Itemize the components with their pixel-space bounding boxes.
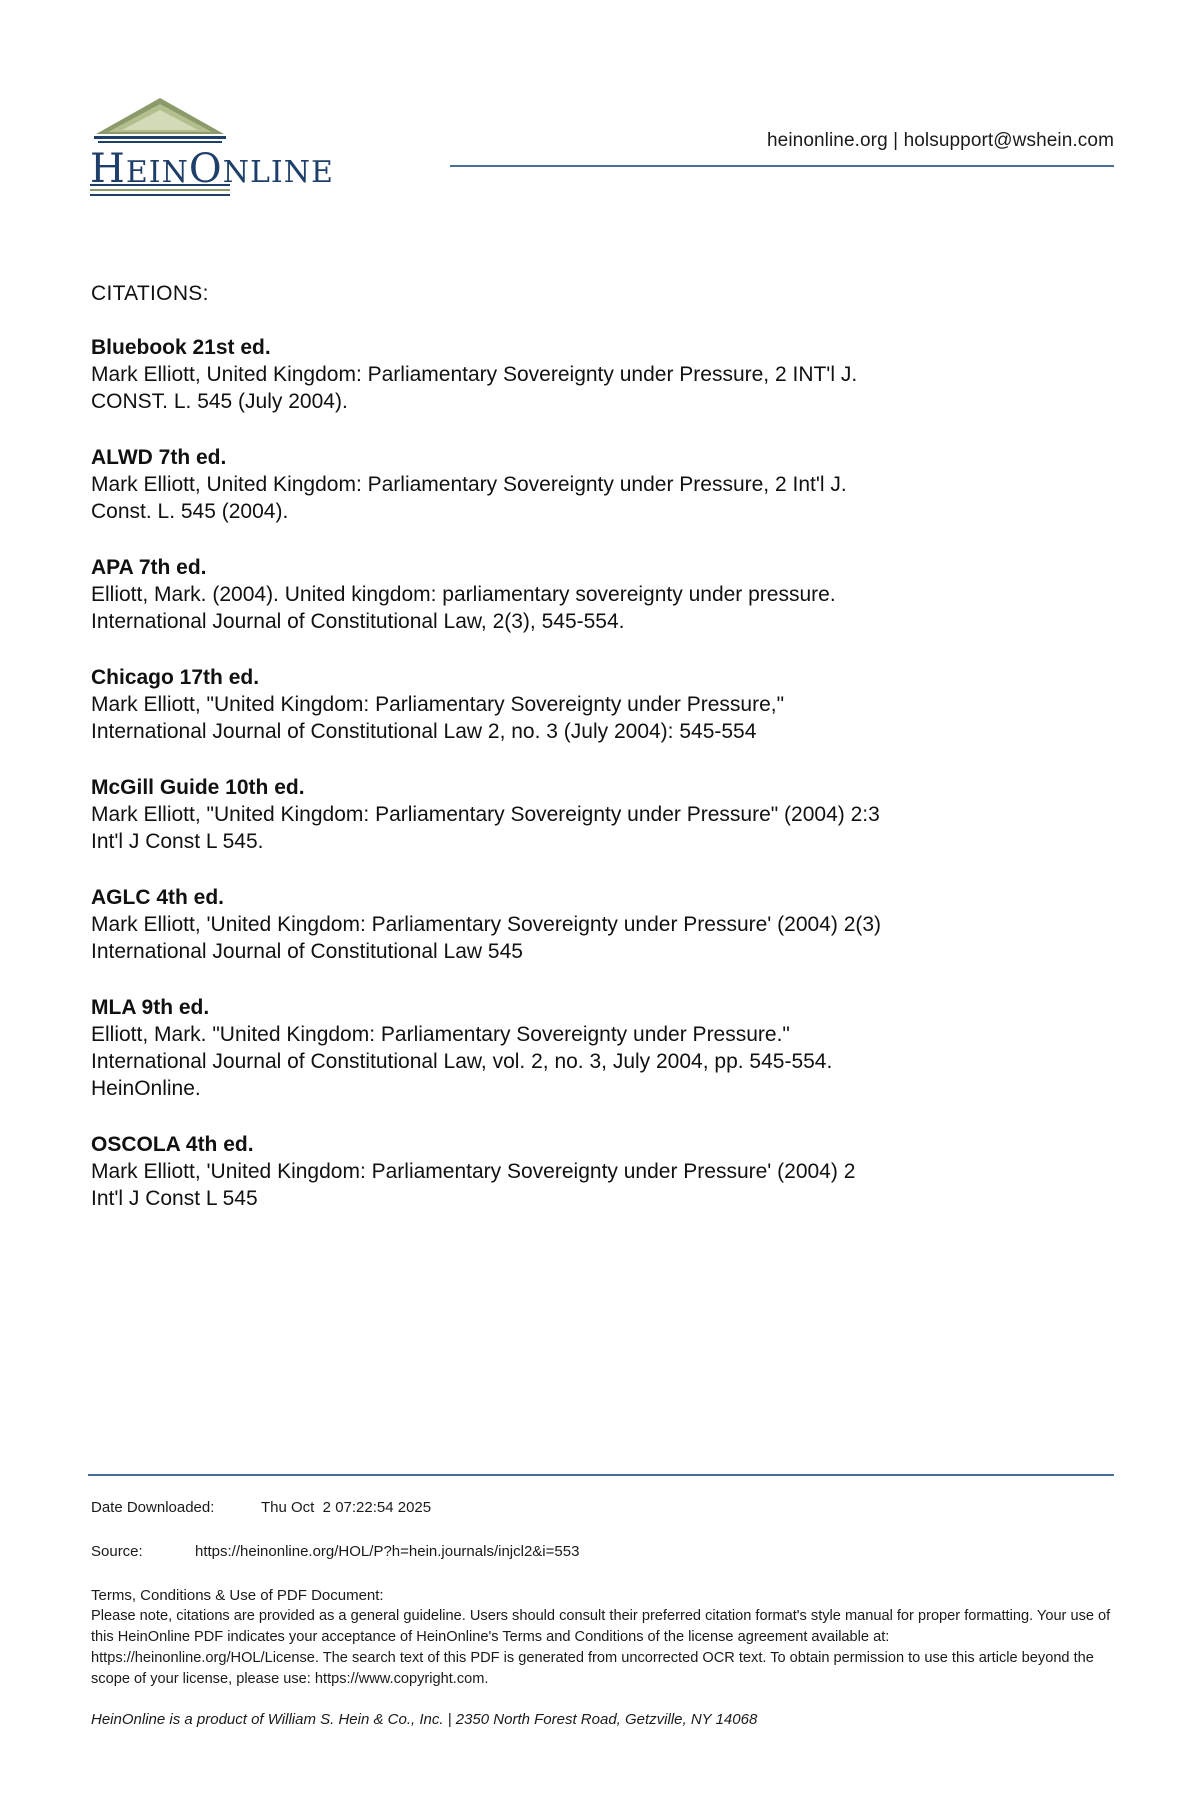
- citations-section: [91, 282, 1091, 1241]
- logo-graphic: [88, 96, 398, 200]
- publisher-line: HeinOnline is a product of William S. Hein & Co., Inc. | 2350 North Forest Road, Getzville, NY 14068: [91, 1711, 758, 1728]
- heinonline-logo: [88, 96, 398, 200]
- citation-style-label: APA 7th ed.: [91, 556, 207, 579]
- citation-alwd: [91, 444, 1091, 525]
- citation-text: Elliott, Mark. "United Kingdom: Parliamentary Sovereignty under Pressure." International Journal of Constitutional Law, vol. 2, no. 3, July 2004, pp. 545-554. HeinOnline.: [91, 1023, 833, 1100]
- date-downloaded-label: Date Downloaded:: [91, 1499, 215, 1516]
- citation-text: Mark Elliott, 'United Kingdom: Parliamentary Sovereignty under Pressure' (2004) 2 Int'l J Const L 545: [91, 1160, 856, 1210]
- citation-apa: [91, 554, 1091, 635]
- citation-aglc: [91, 884, 1091, 965]
- citation-chicago: [91, 664, 1091, 745]
- header-divider: [450, 165, 1114, 167]
- source-link[interactable]: https://heinonline.org/HOL/P?h=hein.journals/injcl2&i=553: [195, 1543, 580, 1560]
- citation-style-label: McGill Guide 10th ed.: [91, 776, 305, 799]
- citation-oscola: [91, 1131, 1091, 1212]
- citation-style-label: MLA 9th ed.: [91, 996, 210, 1019]
- citation-text: Elliott, Mark. (2004). United kingdom: parliamentary sovereignty under pressure. International Journal of Constitutional Law, 2(3), 545-554.: [91, 583, 836, 633]
- citation-text: Mark Elliott, "United Kingdom: Parliamentary Sovereignty under Pressure" (2004) 2:3 Int'l J Const L 545.: [91, 803, 880, 853]
- footer-divider: [88, 1474, 1114, 1476]
- citation-text: Mark Elliott, United Kingdom: Parliamentary Sovereignty under Pressure, 2 INT'l J. CONST. L. 545 (July 2004).: [91, 363, 858, 413]
- citation-text: Mark Elliott, United Kingdom: Parliamentary Sovereignty under Pressure, 2 Int'l J. Const. L. 545 (2004).: [91, 473, 847, 523]
- citation-style-label: ALWD 7th ed.: [91, 446, 227, 469]
- citation-bluebook: [91, 334, 1091, 415]
- citation-style-label: Chicago 17th ed.: [91, 666, 260, 689]
- terms-text: Please note, citations are provided as a general guideline. Users should consult their preferred citation format's style manual for proper formatting. Your use of this HeinOnline PDF indicates your acceptance of HeinOnline's Terms and Conditions of the license agreement available at: https://heinonline.org/HOL/License. The search text of this PDF is generated from uncorrected OCR text. To obtain permission to use this article beyond the scope of your license, please use: https://www.copyright.com.: [91, 1608, 1111, 1687]
- terms-title: Terms, Conditions & Use of PDF Document:: [91, 1587, 384, 1604]
- citation-style-label: AGLC 4th ed.: [91, 886, 225, 909]
- source-row: [91, 1542, 1116, 1562]
- citations-heading: CITATIONS:: [91, 282, 209, 305]
- footer: [91, 1498, 1116, 1730]
- date-downloaded-row: [91, 1498, 1116, 1518]
- citation-text: Mark Elliott, "United Kingdom: Parliamentary Sovereignty under Pressure," International Journal of Constitutional Law 2, no. 3 (July 2004): 545-554: [91, 693, 785, 743]
- citation-style-label: Bluebook 21st ed.: [91, 336, 271, 359]
- logo-wordmark: HEINONLINE: [90, 146, 334, 192]
- citation-style-label: OSCOLA 4th ed.: [91, 1133, 254, 1156]
- citation-mcgill: [91, 774, 1091, 855]
- date-downloaded-value: Thu Oct 2 07:22:54 2025: [261, 1499, 432, 1516]
- header-contact[interactable]: heinonline.org | holsupport@wshein.com: [767, 130, 1114, 151]
- source-label: Source:: [91, 1543, 143, 1560]
- citation-mla: [91, 994, 1091, 1102]
- citation-text: Mark Elliott, 'United Kingdom: Parliamentary Sovereignty under Pressure' (2004) 2(3) International Journal of Constitutional Law 545: [91, 913, 882, 963]
